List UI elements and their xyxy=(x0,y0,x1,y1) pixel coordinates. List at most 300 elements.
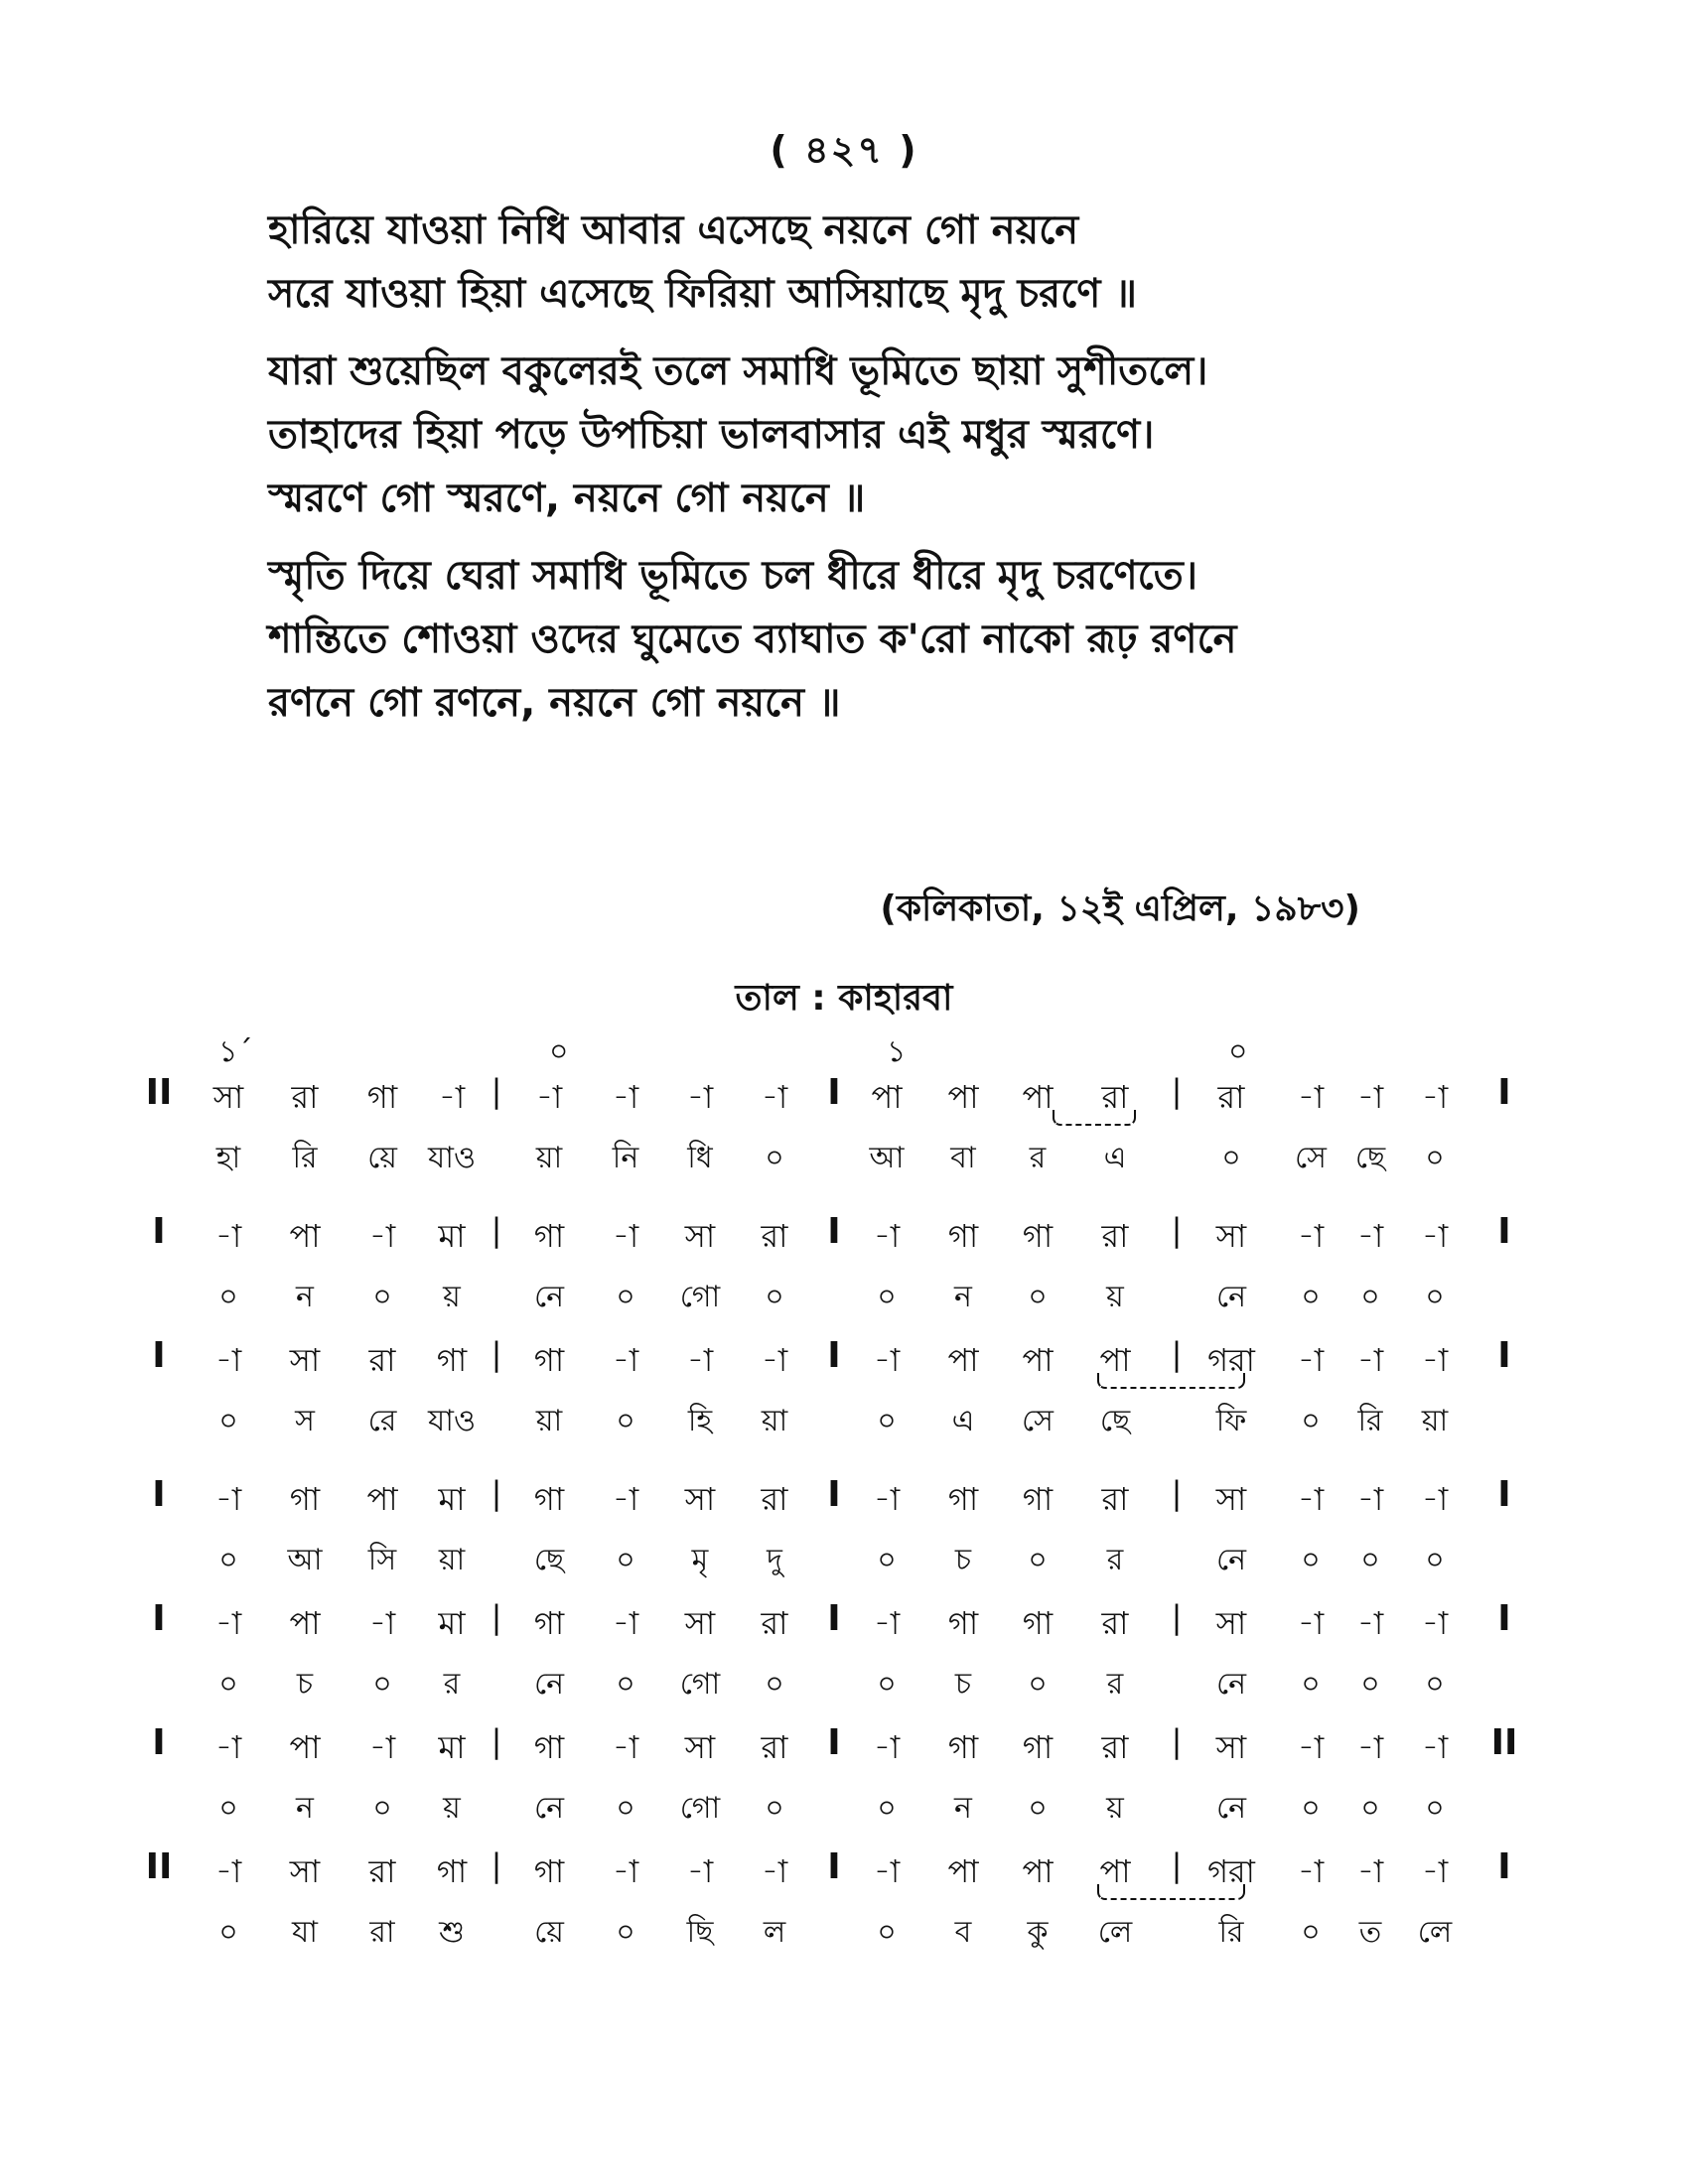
swara-note: -া xyxy=(1297,1078,1325,1116)
swara-note: গরা xyxy=(1207,1341,1255,1379)
swara-row xyxy=(0,1211,1688,1255)
swara-note: পা xyxy=(1022,1078,1054,1116)
swara-note: -া xyxy=(686,1341,714,1379)
slur-mark xyxy=(1097,1884,1245,1900)
swara-note: -া xyxy=(214,1480,242,1518)
lyric-line: সরে যাওয়া হিয়া এসেছে ফিরিয়া আসিয়াছে মৃদু চরণে ॥ xyxy=(268,271,1137,317)
lyric-syllable: নে xyxy=(1215,1543,1247,1577)
lyric-syllable: ন xyxy=(296,1280,314,1314)
lyric-syllable: ০ xyxy=(218,1791,238,1826)
swara-note: সা xyxy=(289,1341,321,1379)
swara-note: রা xyxy=(761,1480,788,1518)
lyric-syllable: মৃ xyxy=(691,1543,709,1577)
swara-note: -া xyxy=(1356,1217,1384,1255)
lyric-syllable: বা xyxy=(950,1141,976,1175)
swara-note: -া xyxy=(1421,1078,1449,1116)
lyric-syllable: ০ xyxy=(218,1404,238,1438)
lyric-syllable: ০ xyxy=(765,1791,784,1826)
swara-note: -া xyxy=(1356,1604,1384,1642)
swara-note: -া xyxy=(368,1604,396,1642)
page-number: ( ৪২৭ ) xyxy=(770,128,918,172)
lyric-syllable-row xyxy=(0,1273,1688,1316)
beat-divider: | xyxy=(491,1722,502,1760)
bar-line: I xyxy=(1497,1474,1511,1515)
lyric-syllable: এ xyxy=(1103,1141,1127,1175)
swara-note: -া xyxy=(368,1728,396,1766)
lyric-syllable: ০ xyxy=(616,1280,635,1314)
swara-note: গা xyxy=(533,1728,565,1766)
swara-note: -া xyxy=(214,1852,242,1890)
swara-note: সা xyxy=(1215,1217,1247,1255)
swara-note: গা xyxy=(1022,1480,1054,1518)
lyric-syllable: র xyxy=(1106,1667,1124,1702)
swara-note: -া xyxy=(368,1217,396,1255)
lyric-syllable: ০ xyxy=(1301,1543,1321,1577)
swara-note: মা xyxy=(438,1728,466,1766)
swara-note: পা xyxy=(1022,1852,1054,1890)
swara-note: -া xyxy=(1297,1852,1325,1890)
swara-note: -া xyxy=(1421,1728,1449,1766)
swara-note: সা xyxy=(684,1480,716,1518)
lyric-syllable: ০ xyxy=(877,1543,897,1577)
lyric-syllable: যাও xyxy=(427,1141,477,1175)
swara-note: গা xyxy=(947,1728,979,1766)
lyric-syllable: নে xyxy=(1215,1667,1247,1702)
lyric-syllable: য়ে xyxy=(534,1915,564,1950)
lyric-syllable: র xyxy=(1106,1543,1124,1577)
lyric-syllable: এ xyxy=(951,1404,975,1438)
lyric-syllable: ০ xyxy=(1028,1791,1048,1826)
swara-note: -া xyxy=(1421,1852,1449,1890)
swara-note: গা xyxy=(436,1852,468,1890)
lyric-syllable: নে xyxy=(533,1667,565,1702)
lyric-syllable: ০ xyxy=(1425,1543,1445,1577)
swara-note: -া xyxy=(612,1852,639,1890)
lyric-line: তাহাদের হিয়া পড়ে উপচিয়া ভালবাসার এই মধুর স্মরণে। xyxy=(268,412,1155,458)
lyric-syllable: য়া xyxy=(438,1543,466,1577)
stanza xyxy=(268,199,1460,326)
taal-label: তাল : কাহারবা xyxy=(735,978,953,1019)
swara-note: -া xyxy=(873,1852,901,1890)
bar-line: I xyxy=(152,1722,166,1763)
lyric-syllable: ন xyxy=(954,1791,972,1826)
swara-note: -া xyxy=(612,1341,639,1379)
swara-row xyxy=(0,1722,1688,1766)
swara-note: রা xyxy=(1101,1728,1129,1766)
lyric-syllable: র xyxy=(443,1667,461,1702)
lyric-syllable: ০ xyxy=(616,1543,635,1577)
swara-note: পা xyxy=(871,1078,903,1116)
swara-note: -া xyxy=(1421,1341,1449,1379)
lyric-syllable: রি xyxy=(1357,1404,1383,1438)
swara-note: রা xyxy=(1217,1078,1245,1116)
lyric-syllable: ০ xyxy=(1425,1791,1445,1826)
lyric-syllable: ০ xyxy=(1028,1280,1048,1314)
bar-line: I xyxy=(1497,1846,1511,1887)
lyric-syllable: ০ xyxy=(765,1667,784,1702)
lyric-syllable: ০ xyxy=(1221,1141,1241,1175)
lyric-syllable: ধি xyxy=(687,1141,713,1175)
swara-note: গা xyxy=(289,1480,321,1518)
lyric-syllable: ০ xyxy=(616,1667,635,1702)
lyric-syllable: ০ xyxy=(616,1915,635,1950)
swara-note: -া xyxy=(1297,1728,1325,1766)
swara-note: রা xyxy=(291,1078,319,1116)
swara-note: সা xyxy=(684,1604,716,1642)
lyric-syllable: ০ xyxy=(1360,1280,1380,1314)
swara-note: -া xyxy=(761,1078,788,1116)
swara-note: -া xyxy=(873,1728,901,1766)
swara-note: সা xyxy=(684,1728,716,1766)
lyric-syllable: লে xyxy=(1417,1915,1453,1950)
lyrics-block xyxy=(268,199,1460,749)
lyric-syllable: ০ xyxy=(1301,1280,1321,1314)
swara-note: -া xyxy=(1356,1078,1384,1116)
lyric-syllable-row xyxy=(0,1134,1688,1177)
lyric-line: শান্তিতে শোওয়া ওদের ঘুমেতে ব্যাঘাত ক'রো নাকো রূঢ় রণনে xyxy=(268,616,1237,662)
swara-row xyxy=(0,1598,1688,1642)
bar-line: I xyxy=(1497,1072,1511,1113)
lyric-syllable: নে xyxy=(533,1280,565,1314)
beat-marker: ০ xyxy=(1228,1034,1248,1069)
lyric-syllable: য় xyxy=(1106,1280,1124,1314)
swara-note: পা xyxy=(947,1341,979,1379)
lyric-syllable: ০ xyxy=(765,1280,784,1314)
swara-note: রা xyxy=(761,1604,788,1642)
swara-note: পা xyxy=(947,1852,979,1890)
lyric-syllable: ০ xyxy=(1028,1543,1048,1577)
lyric-syllable: ছি xyxy=(686,1915,714,1950)
notation-line xyxy=(0,1846,1688,1985)
swara-note: রা xyxy=(368,1341,396,1379)
notation-line xyxy=(0,1474,1688,1598)
swara-note: রা xyxy=(761,1728,788,1766)
swara-note: সা xyxy=(212,1078,244,1116)
lyric-syllable: ছে xyxy=(1099,1404,1131,1438)
beat-markers xyxy=(0,1027,1688,1067)
notation-line xyxy=(0,1335,1688,1474)
swara-note: -া xyxy=(1356,1852,1384,1890)
lyric-syllable: নি xyxy=(612,1141,639,1175)
swara-note: মা xyxy=(438,1217,466,1255)
beat-divider: | xyxy=(1171,1846,1183,1884)
bar-line: I xyxy=(1497,1211,1511,1252)
swara-note: -া xyxy=(612,1604,639,1642)
swara-note: -া xyxy=(612,1728,639,1766)
lyric-syllable: ন xyxy=(296,1791,314,1826)
swara-note: -া xyxy=(1297,1217,1325,1255)
slur-mark xyxy=(1053,1110,1136,1126)
lyric-syllable: লে xyxy=(1097,1915,1133,1950)
stanza xyxy=(268,340,1460,530)
lyric-syllable: রা xyxy=(369,1915,395,1950)
swara-note: -া xyxy=(1297,1341,1325,1379)
slur-mark xyxy=(1097,1373,1245,1389)
lyric-syllable: ০ xyxy=(1301,1667,1321,1702)
swara-note: -া xyxy=(873,1217,901,1255)
lyric-syllable: ০ xyxy=(877,1280,897,1314)
swara-note: গা xyxy=(366,1078,398,1116)
swara-note: গা xyxy=(533,1480,565,1518)
lyric-line: স্মরণে গো স্মরণে, নয়নে গো নয়নে ॥ xyxy=(268,476,866,521)
lyric-syllable-row xyxy=(0,1397,1688,1440)
lyric-syllable: আ xyxy=(287,1543,323,1577)
lyric-syllable: দু xyxy=(767,1543,782,1577)
lyric-syllable: ০ xyxy=(616,1791,635,1826)
lyric-syllable-row xyxy=(0,1536,1688,1579)
swara-note: পা xyxy=(1099,1341,1131,1379)
swara-note: -া xyxy=(1356,1341,1384,1379)
beat-marker: ১ xyxy=(887,1034,907,1069)
lyric-syllable: যা xyxy=(292,1915,318,1950)
lyric-syllable: য় xyxy=(1106,1791,1124,1826)
lyric-syllable: ০ xyxy=(372,1667,392,1702)
swara-note: -া xyxy=(612,1217,639,1255)
lyric-line: স্মৃতি দিয়ে ঘেরা সমাধি ভূমিতে চল ধীরে ধীরে মৃদু চরণেতে। xyxy=(268,553,1198,599)
swara-note: -া xyxy=(214,1604,242,1642)
swara-note: -া xyxy=(686,1078,714,1116)
swara-note: রা xyxy=(1101,1480,1129,1518)
swara-note: রা xyxy=(1101,1078,1129,1116)
lyric-syllable: ০ xyxy=(1301,1404,1321,1438)
lyric-syllable: কু xyxy=(1027,1915,1049,1950)
lyric-syllable: সি xyxy=(367,1543,397,1577)
swara-row xyxy=(0,1072,1688,1116)
beat-divider: | xyxy=(491,1846,502,1884)
lyric-syllable: য়ে xyxy=(367,1141,397,1175)
lyric-syllable: ব xyxy=(954,1915,972,1950)
stanza xyxy=(268,544,1460,735)
swara-note: গরা xyxy=(1207,1852,1255,1890)
lyric-syllable: ০ xyxy=(1425,1667,1445,1702)
swara-note: -া xyxy=(612,1480,639,1518)
swara-note: মা xyxy=(438,1480,466,1518)
lyric-syllable: ০ xyxy=(1028,1667,1048,1702)
lyric-syllable: হি xyxy=(687,1404,713,1438)
beat-divider: | xyxy=(1171,1335,1183,1373)
lyric-syllable: চ xyxy=(954,1667,972,1702)
swara-note: -া xyxy=(686,1852,714,1890)
lyric-syllable: ০ xyxy=(1360,1791,1380,1826)
swara-row xyxy=(0,1846,1688,1890)
swara-note: পা xyxy=(289,1728,321,1766)
swara-note: সা xyxy=(684,1217,716,1255)
bar-line: II xyxy=(145,1072,173,1113)
lyric-line: রণনে গো রণনে, নয়নে গো নয়নে ॥ xyxy=(268,680,841,726)
swara-note: পা xyxy=(289,1217,321,1255)
lyric-syllable: নে xyxy=(533,1791,565,1826)
beat-divider: | xyxy=(491,1474,502,1512)
swara-note: -া xyxy=(873,1480,901,1518)
lyric-syllable: ন xyxy=(954,1280,972,1314)
notation-section xyxy=(0,1072,1688,1985)
lyric-syllable: য়া xyxy=(1421,1404,1449,1438)
beat-marker: ১´ xyxy=(218,1034,253,1069)
lyric-syllable: ০ xyxy=(1301,1915,1321,1950)
swara-note: সা xyxy=(1215,1728,1247,1766)
beat-divider: | xyxy=(1171,1211,1183,1249)
swara-note: -া xyxy=(1421,1217,1449,1255)
notation-line xyxy=(0,1598,1688,1722)
bar-line: I xyxy=(827,1335,841,1376)
composition-date: (কলিকাতা, ১২ই এপ্রিল, ১৯৮৩) xyxy=(880,888,1360,929)
swara-note: রা xyxy=(1101,1604,1129,1642)
lyric-syllable-row xyxy=(0,1660,1688,1704)
beat-divider: | xyxy=(491,1598,502,1636)
lyric-syllable: ০ xyxy=(877,1404,897,1438)
swara-note: সা xyxy=(289,1852,321,1890)
swara-note: -া xyxy=(873,1341,901,1379)
lyric-syllable: ০ xyxy=(372,1280,392,1314)
lyric-syllable: য়া xyxy=(535,1404,563,1438)
beat-divider: | xyxy=(491,1072,502,1110)
swara-note: -া xyxy=(761,1852,788,1890)
lyric-line: যারা শুয়েছিল বকুলেরই তলে সমাধি ভূমিতে ছায়া সুশীতলে। xyxy=(268,348,1208,394)
beat-divider: | xyxy=(1171,1474,1183,1512)
lyric-syllable: স xyxy=(295,1404,315,1438)
bar-line: I xyxy=(827,1598,841,1639)
swara-note: গা xyxy=(1022,1604,1054,1642)
swara-note: গা xyxy=(947,1217,979,1255)
swara-note: সা xyxy=(1215,1480,1247,1518)
bar-line: II xyxy=(145,1846,173,1887)
beat-divider: | xyxy=(491,1335,502,1373)
lyric-syllable: য়া xyxy=(761,1404,788,1438)
lyric-syllable: ০ xyxy=(372,1791,392,1826)
lyric-syllable: চ xyxy=(296,1667,314,1702)
bar-line: I xyxy=(827,1072,841,1113)
bar-line: I xyxy=(152,1598,166,1639)
swara-note: -া xyxy=(1297,1604,1325,1642)
lyric-syllable: গো xyxy=(679,1667,721,1702)
bar-line: II xyxy=(1490,1722,1518,1763)
lyric-syllable: শু xyxy=(439,1915,465,1950)
lyric-syllable: ০ xyxy=(1360,1667,1380,1702)
swara-note: -া xyxy=(535,1078,563,1116)
lyric-syllable: ০ xyxy=(877,1667,897,1702)
lyric-syllable: ফি xyxy=(1215,1404,1247,1438)
lyric-syllable: য়া xyxy=(535,1141,563,1175)
swara-row xyxy=(0,1474,1688,1518)
swara-note: -া xyxy=(1421,1480,1449,1518)
lyric-syllable: ০ xyxy=(616,1404,635,1438)
swara-note: গা xyxy=(533,1604,565,1642)
lyric-syllable: য় xyxy=(443,1280,461,1314)
swara-note: রা xyxy=(1101,1217,1129,1255)
swara-note: -া xyxy=(873,1604,901,1642)
bar-line: I xyxy=(827,1846,841,1887)
bar-line: I xyxy=(1497,1598,1511,1639)
swara-note: গা xyxy=(947,1480,979,1518)
lyric-syllable: ত xyxy=(1358,1915,1382,1950)
swara-note: রা xyxy=(368,1852,396,1890)
lyric-syllable: ০ xyxy=(1425,1280,1445,1314)
lyric-syllable: ০ xyxy=(1360,1543,1380,1577)
swara-note: পা xyxy=(366,1480,398,1518)
swara-note: -া xyxy=(612,1078,639,1116)
bar-line: I xyxy=(152,1474,166,1515)
swara-note: গা xyxy=(1022,1728,1054,1766)
beat-divider: | xyxy=(1171,1072,1183,1110)
beat-divider: | xyxy=(491,1211,502,1249)
swara-note: মা xyxy=(438,1604,466,1642)
swara-note: গা xyxy=(947,1604,979,1642)
beat-divider: | xyxy=(1171,1598,1183,1636)
lyric-syllable: যাও xyxy=(427,1404,477,1438)
lyric-syllable: সে xyxy=(1022,1404,1054,1438)
lyric-syllable-row xyxy=(0,1784,1688,1828)
lyric-syllable: গো xyxy=(679,1791,721,1826)
bar-line: I xyxy=(827,1474,841,1515)
lyric-syllable: ০ xyxy=(877,1915,897,1950)
lyric-syllable: নে xyxy=(1215,1791,1247,1826)
swara-note: -া xyxy=(1421,1604,1449,1642)
swara-note: -া xyxy=(1356,1480,1384,1518)
lyric-syllable: রি xyxy=(1218,1915,1244,1950)
lyric-syllable: নে xyxy=(1215,1280,1247,1314)
swara-note: পা xyxy=(947,1078,979,1116)
swara-note: -া xyxy=(214,1341,242,1379)
lyric-syllable: ০ xyxy=(1301,1791,1321,1826)
lyric-line: হারিয়ে যাওয়া নিধি আবার এসেছে নয়নে গো নয়নে xyxy=(268,207,1079,253)
swara-note: -া xyxy=(761,1341,788,1379)
swara-note: রা xyxy=(761,1217,788,1255)
lyric-syllable: ছে xyxy=(1354,1141,1386,1175)
bar-line: I xyxy=(1497,1335,1511,1376)
lyric-syllable: ০ xyxy=(218,1280,238,1314)
lyric-syllable: রি xyxy=(292,1141,318,1175)
lyric-syllable: হা xyxy=(215,1141,241,1175)
beat-marker: ০ xyxy=(549,1034,569,1069)
lyric-syllable: য় xyxy=(443,1791,461,1826)
lyric-syllable: আ xyxy=(869,1141,905,1175)
swara-note: -া xyxy=(214,1728,242,1766)
swara-note: -া xyxy=(214,1217,242,1255)
lyric-syllable: চ xyxy=(954,1543,972,1577)
lyric-syllable: রে xyxy=(367,1404,397,1438)
lyric-syllable: সে xyxy=(1295,1141,1327,1175)
lyric-syllable: ছে xyxy=(533,1543,565,1577)
lyric-syllable: গো xyxy=(679,1280,721,1314)
beat-divider: | xyxy=(1171,1722,1183,1760)
swara-note: গা xyxy=(1022,1217,1054,1255)
notation-line xyxy=(0,1072,1688,1211)
swara-note: গা xyxy=(436,1341,468,1379)
notation-line xyxy=(0,1211,1688,1335)
lyric-syllable: ল xyxy=(763,1915,786,1950)
swara-note: পা xyxy=(289,1604,321,1642)
swara-note: গা xyxy=(533,1852,565,1890)
lyric-syllable: ০ xyxy=(1425,1141,1445,1175)
swara-note: গা xyxy=(533,1341,565,1379)
swara-note: সা xyxy=(1215,1604,1247,1642)
notation-line xyxy=(0,1722,1688,1846)
swara-note: পা xyxy=(1022,1341,1054,1379)
bar-line: I xyxy=(152,1335,166,1376)
bar-line: I xyxy=(152,1211,166,1252)
lyric-syllable: র xyxy=(1029,1141,1047,1175)
lyric-syllable-row xyxy=(0,1908,1688,1952)
swara-note: পা xyxy=(1099,1852,1131,1890)
swara-note: -া xyxy=(438,1078,466,1116)
bar-line: I xyxy=(827,1722,841,1763)
lyric-syllable: ০ xyxy=(218,1667,238,1702)
swara-note: গা xyxy=(533,1217,565,1255)
lyric-syllable: ০ xyxy=(218,1543,238,1577)
swara-note: -া xyxy=(1297,1480,1325,1518)
swara-note: -া xyxy=(1356,1728,1384,1766)
lyric-syllable: ০ xyxy=(877,1791,897,1826)
